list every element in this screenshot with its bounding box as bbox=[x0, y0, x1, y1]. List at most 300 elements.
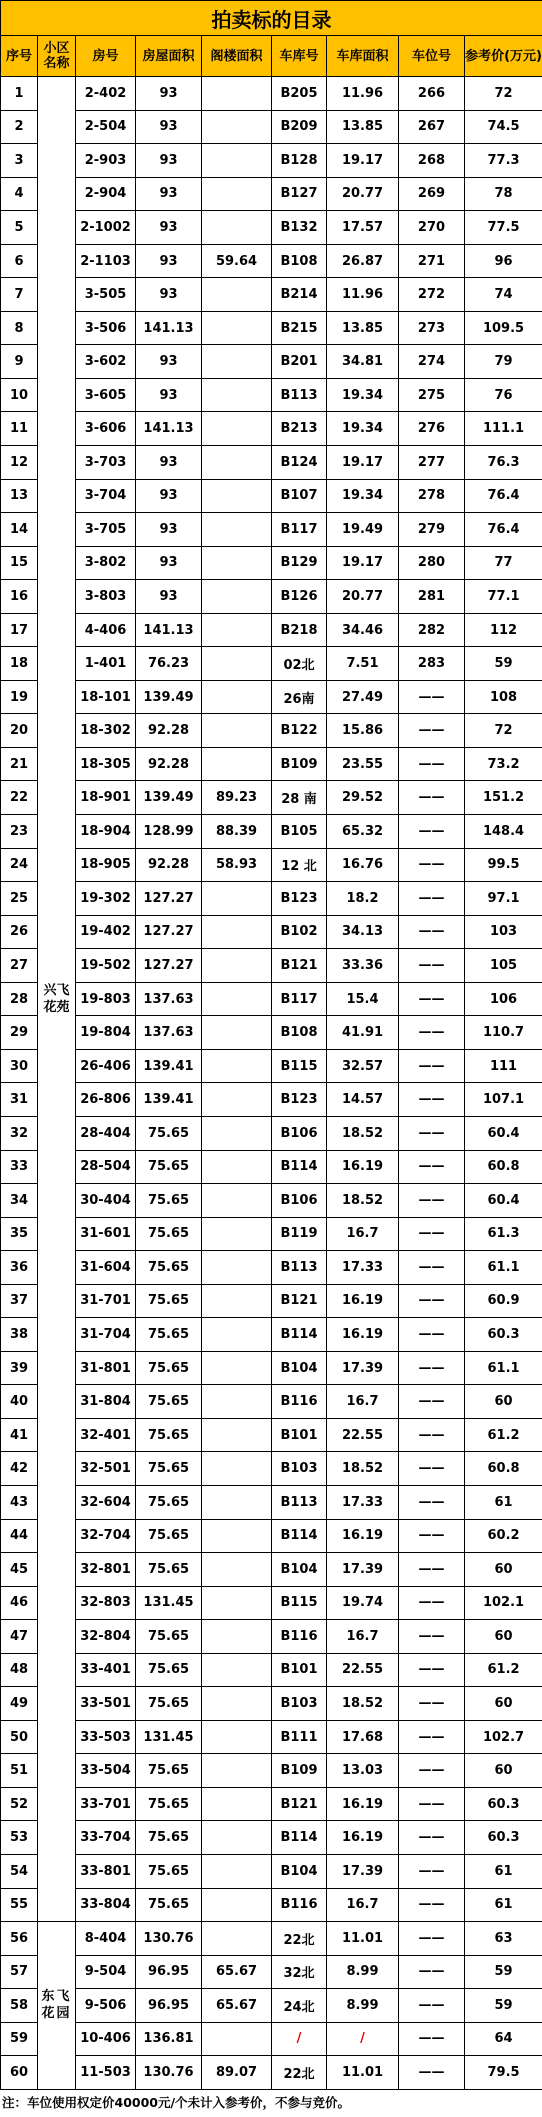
seq-cell: 29 bbox=[1, 1016, 38, 1050]
table-row bbox=[1, 815, 542, 849]
seq-cell: 16 bbox=[1, 580, 38, 614]
price-cell: 60.3 bbox=[465, 1787, 542, 1821]
room-cell: 9-504 bbox=[76, 1955, 136, 1989]
table-row bbox=[1, 144, 542, 178]
attic-cell bbox=[202, 211, 272, 245]
seq-cell: 35 bbox=[1, 1217, 38, 1251]
price-cell: 60.8 bbox=[465, 1452, 542, 1486]
seq-cell: 6 bbox=[1, 244, 38, 278]
spot-cell: —— bbox=[399, 1150, 465, 1184]
attic-cell bbox=[202, 278, 272, 312]
room-cell: 28-404 bbox=[76, 1116, 136, 1150]
price-cell: 60.4 bbox=[465, 1116, 542, 1150]
garage-area-cell: 33.36 bbox=[327, 949, 399, 983]
table-row bbox=[1, 1184, 542, 1218]
attic-cell bbox=[202, 1385, 272, 1419]
table-row bbox=[1, 1754, 542, 1788]
spot-cell: —— bbox=[399, 714, 465, 748]
price-cell: 61.2 bbox=[465, 1418, 542, 1452]
garage-cell: B218 bbox=[272, 613, 327, 647]
col-header-spot: 车位号 bbox=[399, 36, 465, 77]
table-row bbox=[1, 2022, 542, 2056]
room-cell: 19-502 bbox=[76, 949, 136, 983]
attic-cell bbox=[202, 412, 272, 446]
seq-cell: 13 bbox=[1, 479, 38, 513]
price-cell: 77.3 bbox=[465, 144, 542, 178]
garage-cell: B127 bbox=[272, 177, 327, 211]
room-cell: 32-804 bbox=[76, 1620, 136, 1654]
spot-cell: —— bbox=[399, 680, 465, 714]
col-header-price: 参考价(万元) bbox=[465, 36, 542, 77]
garage-area-cell: 15.4 bbox=[327, 982, 399, 1016]
room-cell: 3-605 bbox=[76, 378, 136, 412]
garage-cell: B123 bbox=[272, 1083, 327, 1117]
price-cell: 103 bbox=[465, 915, 542, 949]
garage-area-cell: 7.51 bbox=[327, 647, 399, 681]
price-cell: 60 bbox=[465, 1687, 542, 1721]
spot-cell: —— bbox=[399, 1485, 465, 1519]
price-cell: 61 bbox=[465, 1485, 542, 1519]
attic-cell bbox=[202, 915, 272, 949]
garage-cell: B117 bbox=[272, 513, 327, 547]
area-cell: 137.63 bbox=[136, 1016, 202, 1050]
room-cell: 28-504 bbox=[76, 1150, 136, 1184]
room-cell: 33-701 bbox=[76, 1787, 136, 1821]
seq-cell: 45 bbox=[1, 1553, 38, 1587]
seq-cell: 5 bbox=[1, 211, 38, 245]
table-row bbox=[1, 1620, 542, 1654]
garage-cell: B115 bbox=[272, 1586, 327, 1620]
table-row bbox=[1, 1821, 542, 1855]
community-name-cell: 兴飞花苑 bbox=[38, 77, 76, 1922]
spot-cell: —— bbox=[399, 1989, 465, 2023]
garage-cell: B104 bbox=[272, 1351, 327, 1385]
garage-cell: B108 bbox=[272, 1016, 327, 1050]
room-cell: 2-1002 bbox=[76, 211, 136, 245]
garage-area-cell: 32.57 bbox=[327, 1049, 399, 1083]
garage-area-cell: 16.19 bbox=[327, 1519, 399, 1553]
garage-area-cell: 18.52 bbox=[327, 1116, 399, 1150]
spot-cell: —— bbox=[399, 848, 465, 882]
table-row bbox=[1, 1720, 542, 1754]
spot-cell: 273 bbox=[399, 311, 465, 345]
table-row bbox=[1, 110, 542, 144]
seq-cell: 49 bbox=[1, 1687, 38, 1721]
room-cell: 18-302 bbox=[76, 714, 136, 748]
room-cell: 32-704 bbox=[76, 1519, 136, 1553]
area-cell: 93 bbox=[136, 345, 202, 379]
area-cell: 127.27 bbox=[136, 949, 202, 983]
garage-area-cell: 16.19 bbox=[327, 1284, 399, 1318]
attic-cell bbox=[202, 647, 272, 681]
price-cell: 109.5 bbox=[465, 311, 542, 345]
garage-cell: B114 bbox=[272, 1821, 327, 1855]
area-cell: 75.65 bbox=[136, 1620, 202, 1654]
room-cell: 30-404 bbox=[76, 1184, 136, 1218]
spot-cell: —— bbox=[399, 1888, 465, 1922]
garage-cell: B123 bbox=[272, 882, 327, 916]
room-cell: 3-506 bbox=[76, 311, 136, 345]
area-cell: 93 bbox=[136, 580, 202, 614]
table-row bbox=[1, 1485, 542, 1519]
room-cell: 3-505 bbox=[76, 278, 136, 312]
spot-cell: —— bbox=[399, 815, 465, 849]
table-row bbox=[1, 1116, 542, 1150]
garage-area-cell: 19.74 bbox=[327, 1586, 399, 1620]
room-cell: 32-803 bbox=[76, 1586, 136, 1620]
garage-area-cell: 29.52 bbox=[327, 781, 399, 815]
spot-cell: —— bbox=[399, 882, 465, 916]
price-cell: 96 bbox=[465, 244, 542, 278]
room-cell: 33-504 bbox=[76, 1754, 136, 1788]
price-cell: 60.4 bbox=[465, 1184, 542, 1218]
room-cell: 33-801 bbox=[76, 1854, 136, 1888]
spot-cell: —— bbox=[399, 1049, 465, 1083]
seq-cell: 54 bbox=[1, 1854, 38, 1888]
spot-cell: —— bbox=[399, 1452, 465, 1486]
garage-cell: B101 bbox=[272, 1418, 327, 1452]
spot-cell: —— bbox=[399, 1955, 465, 1989]
spot-cell: —— bbox=[399, 949, 465, 983]
garage-cell: B114 bbox=[272, 1318, 327, 1352]
area-cell: 92.28 bbox=[136, 714, 202, 748]
table-row bbox=[1, 714, 542, 748]
area-cell: 75.65 bbox=[136, 1385, 202, 1419]
table-row bbox=[1, 311, 542, 345]
attic-cell bbox=[202, 1620, 272, 1654]
spot-cell: —— bbox=[399, 1653, 465, 1687]
attic-cell: 58.93 bbox=[202, 848, 272, 882]
garage-cell: B209 bbox=[272, 110, 327, 144]
seq-cell: 46 bbox=[1, 1586, 38, 1620]
price-cell: 110.7 bbox=[465, 1016, 542, 1050]
spot-cell: —— bbox=[399, 1754, 465, 1788]
room-cell: 32-604 bbox=[76, 1485, 136, 1519]
attic-cell: 89.07 bbox=[202, 2056, 272, 2090]
room-cell: 3-606 bbox=[76, 412, 136, 446]
spot-cell: —— bbox=[399, 781, 465, 815]
price-cell: 61.1 bbox=[465, 1351, 542, 1385]
garage-area-cell: 19.34 bbox=[327, 412, 399, 446]
attic-cell: 89.23 bbox=[202, 781, 272, 815]
area-cell: 76.23 bbox=[136, 647, 202, 681]
table-row bbox=[1, 1553, 542, 1587]
price-cell: 102.7 bbox=[465, 1720, 542, 1754]
room-cell: 11-503 bbox=[76, 2056, 136, 2090]
garage-cell: 12 北 bbox=[272, 848, 327, 882]
garage-area-cell: 17.33 bbox=[327, 1485, 399, 1519]
garage-area-cell: 13.03 bbox=[327, 1754, 399, 1788]
price-cell: 151.2 bbox=[465, 781, 542, 815]
area-cell: 141.13 bbox=[136, 613, 202, 647]
garage-area-cell: 8.99 bbox=[327, 1989, 399, 2023]
room-cell: 31-704 bbox=[76, 1318, 136, 1352]
spot-cell: 270 bbox=[399, 211, 465, 245]
spot-cell: —— bbox=[399, 1385, 465, 1419]
garage-cell: B105 bbox=[272, 815, 327, 849]
attic-cell bbox=[202, 1418, 272, 1452]
spot-cell: —— bbox=[399, 1083, 465, 1117]
table-row bbox=[1, 1653, 542, 1687]
table-row bbox=[1, 378, 542, 412]
spot-cell: 274 bbox=[399, 345, 465, 379]
price-cell: 105 bbox=[465, 949, 542, 983]
area-cell: 96.95 bbox=[136, 1955, 202, 1989]
col-header-room: 房号 bbox=[76, 36, 136, 77]
seq-cell: 56 bbox=[1, 1922, 38, 1956]
garage-area-cell: 19.17 bbox=[327, 144, 399, 178]
garage-area-cell: 16.19 bbox=[327, 1318, 399, 1352]
garage-cell: B103 bbox=[272, 1687, 327, 1721]
room-cell: 26-806 bbox=[76, 1083, 136, 1117]
table-row bbox=[1, 1854, 542, 1888]
garage-area-cell: / bbox=[327, 2022, 399, 2056]
area-cell: 75.65 bbox=[136, 1284, 202, 1318]
price-cell: 63 bbox=[465, 1922, 542, 1956]
price-cell: 74.5 bbox=[465, 110, 542, 144]
seq-cell: 30 bbox=[1, 1049, 38, 1083]
seq-cell: 18 bbox=[1, 647, 38, 681]
price-cell: 60.3 bbox=[465, 1318, 542, 1352]
spot-cell: —— bbox=[399, 1284, 465, 1318]
garage-cell: B215 bbox=[272, 311, 327, 345]
attic-cell bbox=[202, 1184, 272, 1218]
attic-cell bbox=[202, 580, 272, 614]
garage-area-cell: 16.7 bbox=[327, 1888, 399, 1922]
seq-cell: 9 bbox=[1, 345, 38, 379]
garage-cell: 26南 bbox=[272, 680, 327, 714]
spot-cell: —— bbox=[399, 1418, 465, 1452]
garage-area-cell: 17.68 bbox=[327, 1720, 399, 1754]
garage-cell: B111 bbox=[272, 1720, 327, 1754]
garage-area-cell: 34.81 bbox=[327, 345, 399, 379]
seq-cell: 59 bbox=[1, 2022, 38, 2056]
seq-cell: 41 bbox=[1, 1418, 38, 1452]
price-cell: 77.5 bbox=[465, 211, 542, 245]
table-row bbox=[1, 1922, 542, 1956]
area-cell: 75.65 bbox=[136, 1787, 202, 1821]
garage-cell: B106 bbox=[272, 1116, 327, 1150]
table-row bbox=[1, 1049, 542, 1083]
price-cell: 79 bbox=[465, 345, 542, 379]
col-header-garage-area: 车库面积 bbox=[327, 36, 399, 77]
area-cell: 131.45 bbox=[136, 1720, 202, 1754]
area-cell: 127.27 bbox=[136, 882, 202, 916]
area-cell: 139.41 bbox=[136, 1049, 202, 1083]
table-row bbox=[1, 647, 542, 681]
price-cell: 60 bbox=[465, 1385, 542, 1419]
garage-area-cell: 18.52 bbox=[327, 1184, 399, 1218]
area-cell: 93 bbox=[136, 479, 202, 513]
price-cell: 61.3 bbox=[465, 1217, 542, 1251]
garage-area-cell: 16.7 bbox=[327, 1385, 399, 1419]
seq-cell: 1 bbox=[1, 77, 38, 111]
room-cell: 33-501 bbox=[76, 1687, 136, 1721]
price-cell: 106 bbox=[465, 982, 542, 1016]
spot-cell: 268 bbox=[399, 144, 465, 178]
area-cell: 141.13 bbox=[136, 412, 202, 446]
garage-area-cell: 11.01 bbox=[327, 2056, 399, 2090]
seq-cell: 15 bbox=[1, 546, 38, 580]
table-row bbox=[1, 882, 542, 916]
garage-area-cell: 17.39 bbox=[327, 1351, 399, 1385]
table-row bbox=[1, 345, 542, 379]
area-cell: 75.65 bbox=[136, 1251, 202, 1285]
seq-cell: 51 bbox=[1, 1754, 38, 1788]
spot-cell: 280 bbox=[399, 546, 465, 580]
seq-cell: 25 bbox=[1, 882, 38, 916]
spot-cell: 277 bbox=[399, 446, 465, 480]
attic-cell bbox=[202, 747, 272, 781]
table-row bbox=[1, 1150, 542, 1184]
spot-cell: 281 bbox=[399, 580, 465, 614]
seq-cell: 31 bbox=[1, 1083, 38, 1117]
attic-cell: 59.64 bbox=[202, 244, 272, 278]
garage-area-cell: 16.7 bbox=[327, 1620, 399, 1654]
table-row bbox=[1, 412, 542, 446]
table-body bbox=[1, 77, 542, 2090]
garage-cell: B109 bbox=[272, 1754, 327, 1788]
seq-cell: 48 bbox=[1, 1653, 38, 1687]
garage-cell: 28 南 bbox=[272, 781, 327, 815]
attic-cell bbox=[202, 1854, 272, 1888]
room-cell: 31-601 bbox=[76, 1217, 136, 1251]
area-cell: 92.28 bbox=[136, 848, 202, 882]
garage-cell: B103 bbox=[272, 1452, 327, 1486]
table-row bbox=[1, 580, 542, 614]
spot-cell: —— bbox=[399, 1854, 465, 1888]
table-row bbox=[1, 949, 542, 983]
price-cell: 60.9 bbox=[465, 1284, 542, 1318]
garage-cell: B126 bbox=[272, 580, 327, 614]
spot-cell: 269 bbox=[399, 177, 465, 211]
table-row bbox=[1, 747, 542, 781]
seq-cell: 34 bbox=[1, 1184, 38, 1218]
garage-area-cell: 19.17 bbox=[327, 446, 399, 480]
spot-cell: —— bbox=[399, 1184, 465, 1218]
table-row bbox=[1, 2056, 542, 2090]
attic-cell bbox=[202, 1519, 272, 1553]
seq-cell: 53 bbox=[1, 1821, 38, 1855]
table-row bbox=[1, 848, 542, 882]
price-cell: 61 bbox=[465, 1854, 542, 1888]
seq-cell: 23 bbox=[1, 815, 38, 849]
attic-cell bbox=[202, 1922, 272, 1956]
table-row bbox=[1, 982, 542, 1016]
area-cell: 127.27 bbox=[136, 915, 202, 949]
attic-cell bbox=[202, 2022, 272, 2056]
garage-cell: B108 bbox=[272, 244, 327, 278]
spot-cell: —— bbox=[399, 1720, 465, 1754]
seq-cell: 37 bbox=[1, 1284, 38, 1318]
table-row bbox=[1, 479, 542, 513]
spot-cell: 276 bbox=[399, 412, 465, 446]
garage-area-cell: 11.01 bbox=[327, 1922, 399, 1956]
seq-cell: 52 bbox=[1, 1787, 38, 1821]
area-cell: 141.13 bbox=[136, 311, 202, 345]
spot-cell: —— bbox=[399, 1687, 465, 1721]
spot-cell: —— bbox=[399, 1217, 465, 1251]
attic-cell bbox=[202, 177, 272, 211]
spot-cell: —— bbox=[399, 2022, 465, 2056]
garage-cell: B104 bbox=[272, 1854, 327, 1888]
area-cell: 75.65 bbox=[136, 1553, 202, 1587]
attic-cell bbox=[202, 345, 272, 379]
attic-cell bbox=[202, 1754, 272, 1788]
attic-cell bbox=[202, 1049, 272, 1083]
col-header-attic: 阁楼面积 bbox=[202, 36, 272, 77]
garage-cell: B113 bbox=[272, 1485, 327, 1519]
spot-cell: 275 bbox=[399, 378, 465, 412]
seq-cell: 21 bbox=[1, 747, 38, 781]
spot-cell: 279 bbox=[399, 513, 465, 547]
room-cell: 2-904 bbox=[76, 177, 136, 211]
price-cell: 102.1 bbox=[465, 1586, 542, 1620]
garage-area-cell: 20.77 bbox=[327, 580, 399, 614]
room-cell: 8-404 bbox=[76, 1922, 136, 1956]
room-cell: 3-803 bbox=[76, 580, 136, 614]
garage-cell: B116 bbox=[272, 1385, 327, 1419]
area-cell: 75.65 bbox=[136, 1888, 202, 1922]
room-cell: 18-101 bbox=[76, 680, 136, 714]
table-row bbox=[1, 1519, 542, 1553]
price-cell: 59 bbox=[465, 647, 542, 681]
attic-cell bbox=[202, 1083, 272, 1117]
price-cell: 76.4 bbox=[465, 479, 542, 513]
price-cell: 77.1 bbox=[465, 580, 542, 614]
table-row bbox=[1, 1989, 542, 2023]
table-row bbox=[1, 1318, 542, 1352]
price-cell: 74 bbox=[465, 278, 542, 312]
area-cell: 75.65 bbox=[136, 1854, 202, 1888]
seq-cell: 3 bbox=[1, 144, 38, 178]
spot-cell: —— bbox=[399, 982, 465, 1016]
area-cell: 137.63 bbox=[136, 982, 202, 1016]
table-row bbox=[1, 781, 542, 815]
price-cell: 73.2 bbox=[465, 747, 542, 781]
garage-area-cell: 27.49 bbox=[327, 680, 399, 714]
attic-cell bbox=[202, 1586, 272, 1620]
price-cell: 107.1 bbox=[465, 1083, 542, 1117]
garage-cell: B117 bbox=[272, 982, 327, 1016]
seq-cell: 39 bbox=[1, 1351, 38, 1385]
spot-cell: 267 bbox=[399, 110, 465, 144]
room-cell: 33-401 bbox=[76, 1653, 136, 1687]
garage-area-cell: 19.49 bbox=[327, 513, 399, 547]
area-cell: 75.65 bbox=[136, 1318, 202, 1352]
attic-cell bbox=[202, 77, 272, 111]
price-cell: 60 bbox=[465, 1754, 542, 1788]
room-cell: 31-701 bbox=[76, 1284, 136, 1318]
area-cell: 130.76 bbox=[136, 2056, 202, 2090]
attic-cell bbox=[202, 1452, 272, 1486]
price-cell: 77 bbox=[465, 546, 542, 580]
seq-cell: 43 bbox=[1, 1485, 38, 1519]
seq-cell: 55 bbox=[1, 1888, 38, 1922]
garage-area-cell: 16.19 bbox=[327, 1150, 399, 1184]
table-row bbox=[1, 1418, 542, 1452]
footnote: 注：车位使用权定价40000元/个未计入参考价，不参与竞价。 bbox=[0, 2090, 542, 2117]
garage-area-cell: 22.55 bbox=[327, 1653, 399, 1687]
area-cell: 93 bbox=[136, 513, 202, 547]
price-cell: 61 bbox=[465, 1888, 542, 1922]
spot-cell: —— bbox=[399, 1821, 465, 1855]
garage-cell: B132 bbox=[272, 211, 327, 245]
area-cell: 136.81 bbox=[136, 2022, 202, 2056]
garage-cell: B122 bbox=[272, 714, 327, 748]
garage-cell: 32北 bbox=[272, 1955, 327, 1989]
garage-area-cell: 17.57 bbox=[327, 211, 399, 245]
